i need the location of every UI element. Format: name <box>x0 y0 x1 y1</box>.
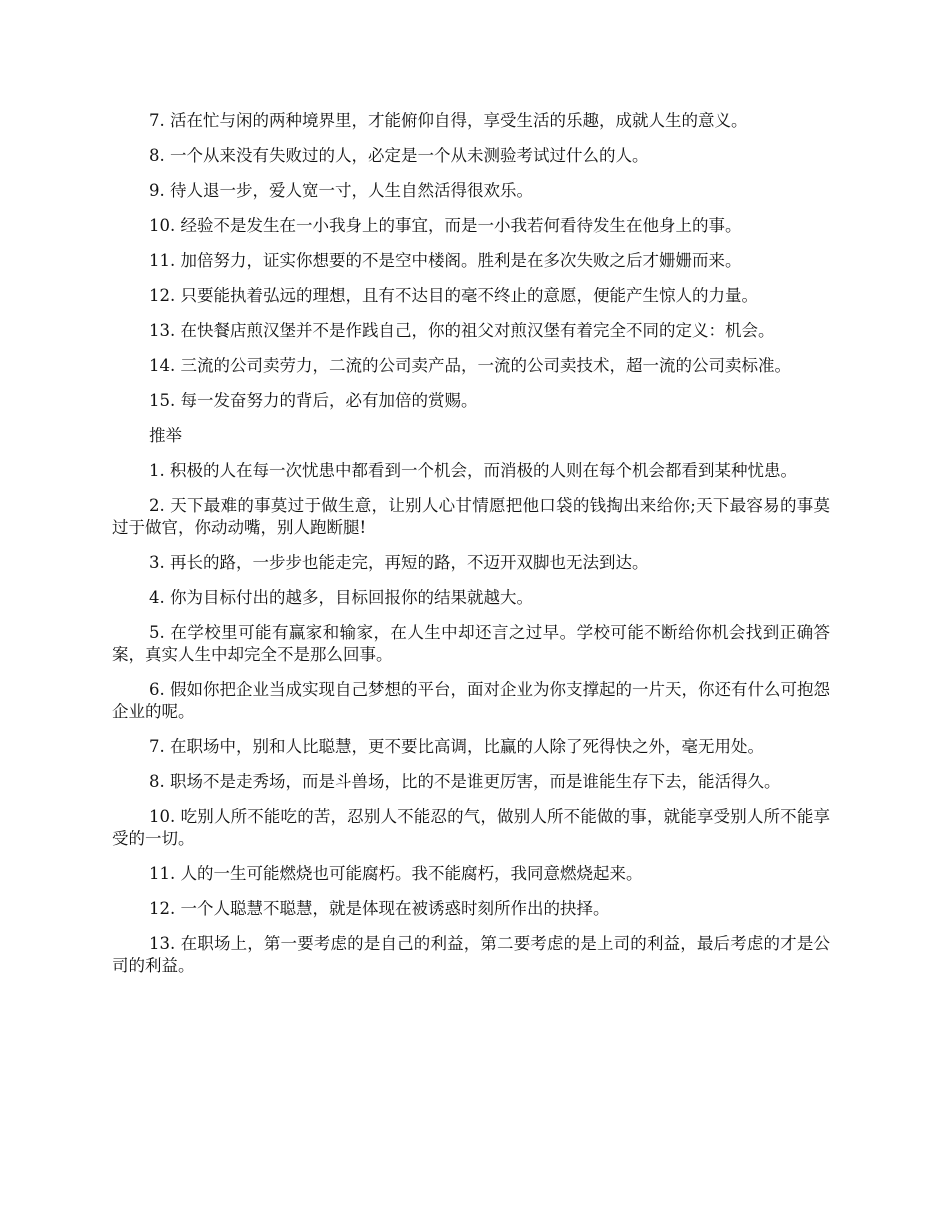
document-body <box>112 110 830 990</box>
paragraph-15: 15. 每一发奋努力的背后，必有加倍的赏赐。 <box>149 391 478 410</box>
recommend-paragraph-11: 11. 人的一生可能燃烧也可能腐朽。我不能腐朽，我同意燃烧起来。 <box>149 864 643 883</box>
recommend-paragraph-2: 2. 天下最难的事莫过于做生意，让别人心甘情愿把他口袋的钱掏出来给你;天下最容易的事莫过于做官，你动动嘴，别人跑断腿! <box>112 496 830 537</box>
recommend-paragraph-3: 3. 再长的路，一步步也能走完，再短的路，不迈开双脚也无法到达。 <box>149 553 649 572</box>
recommend-paragraph-5: 5. 在学校里可能有赢家和输家，在人生中却还言之过早。学校可能不断给你机会找到正确答案，真实人生中却完全不是那么回事。 <box>112 623 830 664</box>
recommend-paragraph-12: 12. 一个人聪慧不聪慧，就是体现在被诱惑时刻所作出的抉择。 <box>149 899 610 918</box>
paragraph-13: 13. 在快餐店煎汉堡并不是作践自己，你的祖父对煎汉堡有着完全不同的定义：机会。 <box>149 321 775 340</box>
paragraph-8: 8. 一个从来没有失败过的人，必定是一个从未测验考试过什么的人。 <box>149 146 649 165</box>
paragraph-12: 12. 只要能执着弘远的理想，且有不达目的毫不终止的意愿，便能产生惊人的力量。 <box>149 286 758 305</box>
recommend-paragraph-6: 6. 假如你把企业当成实现自己梦想的平台，面对企业为你支撑起的一片天，你还有什么可抱怨企业的呢。 <box>112 680 830 721</box>
paragraph-9: 9. 待人退一步，爱人宽一寸，人生自然活得很欢乐。 <box>149 181 533 200</box>
recommend-paragraph-10: 10. 吃别人所不能吃的苦，忍别人不能忍的气，做别人所不能做的事，就能享受别人所不能享受的一切。 <box>112 807 830 848</box>
recommend-paragraph-1: 1. 积极的人在每一次忧患中都看到一个机会，而消极的人则在每个机会都看到某种忧患。 <box>149 461 797 480</box>
recommend-paragraph-7: 7. 在职场中，别和人比聪慧，更不要比高调，比赢的人除了死得快之外，毫无用处。 <box>149 737 764 756</box>
recommend-paragraph-4: 4. 你为目标付出的越多，目标回报你的结果就越大。 <box>149 588 533 607</box>
paragraph-10: 10. 经验不是发生在一小我身上的事宜，而是一小我若何看待发生在他身上的事。 <box>149 216 742 235</box>
paragraph-14: 14. 三流的公司卖劳力，二流的公司卖产品，一流的公司卖技术，超一流的公司卖标准。 <box>149 356 791 375</box>
paragraph-11: 11. 加倍努力，证实你想要的不是空中楼阁。胜利是在多次失败之后才姗姗而来。 <box>149 251 742 270</box>
recommend-paragraph-8: 8. 职场不是走秀场，而是斗兽场，比的不是谁更厉害，而是谁能生存下去，能活得久。 <box>149 772 781 791</box>
recommend-paragraph-13: 13. 在职场上，第一要考虑的是自己的利益，第二要考虑的是上司的利益，最后考虑的才是公司的利益。 <box>112 934 830 975</box>
paragraph-7: 7. 活在忙与闲的两种境界里，才能俯仰自得，享受生活的乐趣，成就人生的意义。 <box>149 111 748 130</box>
section-heading: 推举 <box>149 426 182 445</box>
